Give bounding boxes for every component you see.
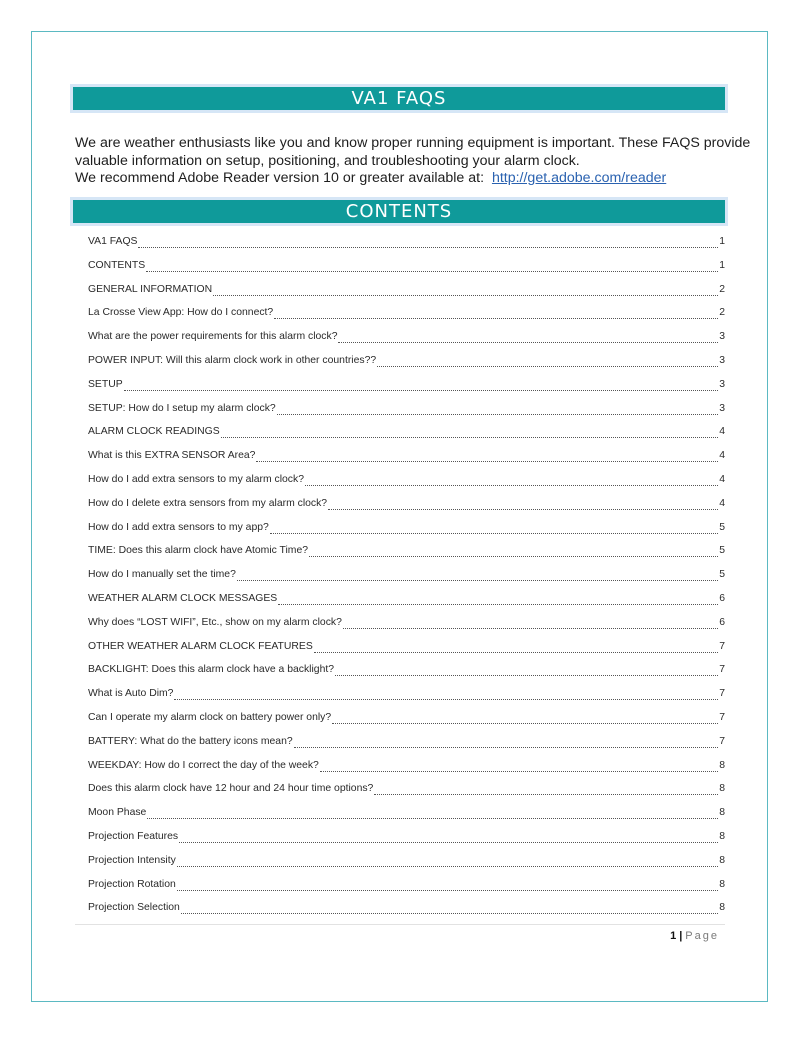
toc-entry-title: Why does “LOST WIFI”, Etc., show on my alarm clock? bbox=[88, 616, 342, 628]
toc-dot-leader bbox=[343, 620, 718, 629]
toc-entry-title: SETUP: How do I setup my alarm clock? bbox=[88, 402, 276, 414]
toc-entry-title: Can I operate my alarm clock on battery power only? bbox=[88, 711, 332, 723]
toc-dot-leader bbox=[147, 810, 718, 819]
toc-dot-leader bbox=[270, 525, 718, 534]
toc-dot-leader bbox=[314, 644, 718, 653]
toc-dot-leader bbox=[124, 382, 719, 391]
toc-dot-leader bbox=[174, 691, 718, 700]
toc-entry-title: WEEKDAY: How do I correct the day of the week? bbox=[88, 759, 319, 771]
toc-entry-title: La Crosse View App: How do I connect? bbox=[88, 307, 274, 319]
toc-dot-leader bbox=[338, 334, 718, 343]
toc-entry-page: 3 bbox=[719, 402, 725, 414]
toc-entry-title: ALARM CLOCK READINGS bbox=[88, 426, 220, 438]
toc-dot-leader bbox=[237, 572, 718, 581]
toc-entry[interactable] bbox=[88, 569, 725, 593]
toc-entry-page: 7 bbox=[719, 688, 725, 700]
toc-dot-leader bbox=[377, 358, 718, 367]
toc-entry[interactable] bbox=[88, 831, 725, 855]
toc-entry[interactable] bbox=[88, 450, 725, 474]
toc-entry-title: SETUP bbox=[88, 378, 123, 390]
toc-entry-page: 8 bbox=[719, 854, 725, 866]
toc-dot-leader bbox=[328, 501, 718, 510]
toc-entry[interactable] bbox=[88, 879, 725, 903]
toc-entry-title: TIME: Does this alarm clock have Atomic Time? bbox=[88, 545, 309, 557]
toc-entry-page: 4 bbox=[719, 473, 725, 485]
toc-entry-page: 3 bbox=[719, 354, 725, 366]
toc-entry-title: Projection Features bbox=[88, 830, 179, 842]
toc-entry-title: How do I delete extra sensors from my alarm clock? bbox=[88, 497, 328, 509]
toc-entry[interactable] bbox=[88, 498, 725, 522]
toc-entry-title: OTHER WEATHER ALARM CLOCK FEATURES bbox=[88, 640, 313, 652]
toc-entry[interactable] bbox=[88, 426, 725, 450]
toc-entry-page: 4 bbox=[719, 450, 725, 462]
toc-entry[interactable] bbox=[88, 355, 725, 379]
adobe-reader-link[interactable]: http://get.adobe.com/reader bbox=[491, 170, 667, 187]
toc-entry[interactable] bbox=[88, 284, 725, 308]
toc-entry[interactable] bbox=[88, 236, 725, 260]
toc-entry-page: 2 bbox=[719, 283, 725, 295]
toc-entry[interactable] bbox=[88, 522, 725, 546]
toc-entry[interactable] bbox=[88, 617, 725, 641]
toc-entry[interactable] bbox=[88, 783, 725, 807]
toc-entry-page: 2 bbox=[719, 307, 725, 319]
toc-dot-leader bbox=[146, 263, 718, 272]
toc-dot-leader bbox=[177, 858, 718, 867]
intro-line-3-text: We recommend Adobe Reader version 10 or greater available at: bbox=[75, 170, 485, 187]
toc-entry-page: 8 bbox=[719, 807, 725, 819]
intro-line-1: We are weather enthusiasts like you and know proper running equipment is important. These FAQS provide bbox=[75, 135, 751, 151]
toc-entry-title: What are the power requirements for this alarm clock? bbox=[88, 331, 338, 343]
toc-entry[interactable] bbox=[88, 688, 725, 712]
toc-dot-leader bbox=[277, 406, 719, 415]
toc-entry-page: 8 bbox=[719, 902, 725, 914]
toc-dot-leader bbox=[309, 548, 718, 557]
toc-dot-leader bbox=[294, 739, 719, 748]
toc-entry-title: How do I add extra sensors to my app? bbox=[88, 521, 269, 533]
contents-heading: CONTENTS bbox=[345, 201, 453, 222]
toc-entry-title: Does this alarm clock have 12 hour and 24 hour time options? bbox=[88, 783, 374, 795]
toc-entry[interactable] bbox=[88, 331, 725, 355]
toc-entry[interactable] bbox=[88, 260, 725, 284]
page-footer bbox=[670, 930, 719, 942]
toc-dot-leader bbox=[320, 763, 718, 772]
faq-title-banner bbox=[70, 84, 728, 113]
toc-entry[interactable] bbox=[88, 760, 725, 784]
toc-entry-title: POWER INPUT: Will this alarm clock work in other countries?? bbox=[88, 354, 377, 366]
toc-dot-leader bbox=[181, 905, 718, 914]
footer-page-number: 1 bbox=[670, 930, 677, 942]
footer-divider bbox=[75, 924, 725, 925]
toc-dot-leader bbox=[179, 834, 718, 843]
toc-entry-page: 8 bbox=[719, 878, 725, 890]
toc-entry-title: WEATHER ALARM CLOCK MESSAGES bbox=[88, 592, 278, 604]
toc-entry[interactable] bbox=[88, 807, 725, 831]
toc-dot-leader bbox=[335, 667, 718, 676]
toc-entry-title: GENERAL INFORMATION bbox=[88, 283, 213, 295]
toc-entry[interactable] bbox=[88, 736, 725, 760]
toc-entry[interactable] bbox=[88, 712, 725, 736]
toc-entry-page: 5 bbox=[719, 521, 725, 533]
toc-entry[interactable] bbox=[88, 664, 725, 688]
toc-entry-title: How do I manually set the time? bbox=[88, 569, 236, 581]
contents-banner bbox=[70, 197, 728, 226]
toc-dot-leader bbox=[274, 310, 718, 319]
toc-dot-leader bbox=[305, 477, 718, 486]
toc-dot-leader bbox=[177, 882, 718, 891]
toc-entry-title: VA1 FAQS bbox=[88, 236, 138, 247]
toc-entry-title: CONTENTS bbox=[88, 259, 146, 271]
toc-entry-title: BATTERY: What do the battery icons mean? bbox=[88, 735, 293, 747]
toc-entry-title: Projection Intensity bbox=[88, 854, 176, 866]
toc-entry[interactable] bbox=[88, 307, 725, 331]
toc-entry-title: BACKLIGHT: Does this alarm clock have a backlight? bbox=[88, 664, 335, 676]
toc-entry-page: 1 bbox=[719, 236, 725, 247]
toc-dot-leader bbox=[138, 239, 718, 248]
footer-page-word: Page bbox=[685, 930, 719, 942]
intro-paragraph bbox=[75, 135, 751, 188]
footer-separator: | bbox=[679, 930, 683, 942]
toc-entry-title: What is Auto Dim? bbox=[88, 688, 174, 700]
table-of-contents bbox=[88, 236, 725, 926]
page-title: VA1 FAQS bbox=[351, 88, 447, 109]
toc-entry-page: 4 bbox=[719, 426, 725, 438]
toc-dot-leader bbox=[374, 786, 718, 795]
toc-entry-page: 1 bbox=[719, 259, 725, 271]
toc-dot-leader bbox=[256, 453, 718, 462]
toc-entry-page: 8 bbox=[719, 783, 725, 795]
toc-entry-page: 7 bbox=[719, 711, 725, 723]
toc-entry-page: 5 bbox=[719, 569, 725, 581]
toc-entry[interactable] bbox=[88, 474, 725, 498]
toc-entry-title: How do I add extra sensors to my alarm clock? bbox=[88, 473, 304, 485]
toc-entry-title: Projection Rotation bbox=[88, 878, 176, 890]
toc-entry[interactable] bbox=[88, 379, 725, 403]
intro-line-3 bbox=[75, 170, 735, 188]
toc-entry[interactable] bbox=[88, 902, 725, 926]
toc-entry-page: 8 bbox=[719, 759, 725, 771]
toc-entry[interactable] bbox=[88, 593, 725, 617]
toc-entry-page: 8 bbox=[719, 830, 725, 842]
toc-entry-page: 6 bbox=[719, 592, 725, 604]
toc-entry-page: 6 bbox=[719, 616, 725, 628]
toc-entry[interactable] bbox=[88, 641, 725, 665]
toc-entry-page: 7 bbox=[719, 664, 725, 676]
toc-entry-page: 5 bbox=[719, 545, 725, 557]
toc-entry[interactable] bbox=[88, 855, 725, 879]
toc-entry-page: 4 bbox=[719, 497, 725, 509]
toc-entry[interactable] bbox=[88, 545, 725, 569]
toc-dot-leader bbox=[278, 596, 718, 605]
toc-entry-page: 3 bbox=[719, 378, 725, 390]
toc-dot-leader bbox=[332, 715, 718, 724]
toc-entry[interactable] bbox=[88, 403, 725, 427]
toc-entry-title: Projection Selection bbox=[88, 902, 180, 914]
toc-entry-page: 3 bbox=[719, 331, 725, 343]
toc-entry-page: 7 bbox=[719, 735, 725, 747]
toc-entry-title: Moon Phase bbox=[88, 807, 147, 819]
toc-dot-leader bbox=[213, 287, 718, 296]
intro-line-2: valuable information on setup, positioning, and troubleshooting your alarm clock. bbox=[75, 152, 580, 169]
toc-entry-title: What is this EXTRA SENSOR Area? bbox=[88, 450, 256, 462]
toc-entry-page: 7 bbox=[719, 640, 725, 652]
toc-dot-leader bbox=[221, 429, 719, 438]
